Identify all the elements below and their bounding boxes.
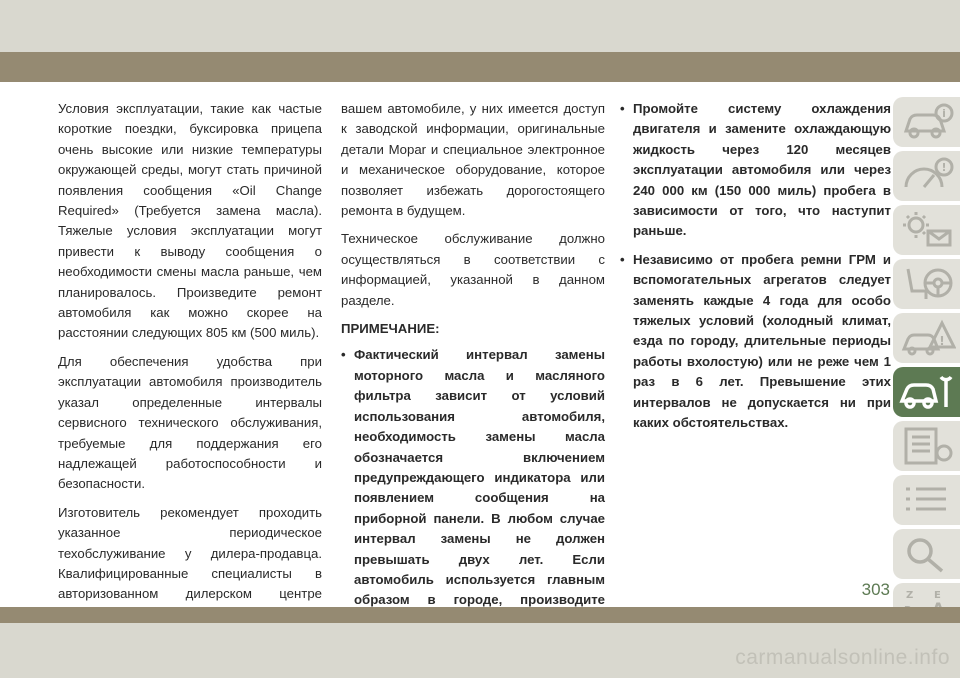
tab-weather[interactable] [893,205,960,255]
car-hazard-icon [898,317,956,359]
note-heading: ПРИМЕЧАНИЕ: [341,321,440,337]
svg-text:E: E [934,590,941,601]
tab-car-info[interactable] [893,97,960,147]
paragraph-service-intervals: Для обеспечения удобства при эксплуатации автомобиля производитель указал определенные интервалы сервисного технического обслуживания, требуемые для поддержания его надлежащей работоспособности и безопасности. [58,353,322,492]
section-tabs [893,97,960,637]
tab-dashboard[interactable] [893,151,960,201]
svg-text:i: i [942,107,946,120]
seat-steering-icon [898,263,956,305]
paragraph-maintenance-info: Техническое обслуживание должно осуществляться в соответствии с информацией, указанной в данном разделе. [341,231,605,308]
tab-safety[interactable] [893,313,960,363]
svg-text:!: ! [941,161,947,174]
tab-seats-controls[interactable] [893,259,960,309]
tab-specifications[interactable] [893,421,960,471]
footer-bar [0,607,960,623]
note-bullet-oil-interval: • Фактический интервал замены моторного масла и масляного фильтра зависит от условий использования автомобиля, необходимость замены масла обозначается включением предупреждающего индикатора или появлением сообщения на приборной панели. В любом случае интервал замены не должен превышать двух лет. Если автомобиль используется главным образом в городе, производите [341,345,605,651]
dashboard-warning-icon [898,155,956,197]
watermark: carmanualsonline.info [735,646,950,669]
svg-text:!: ! [939,334,945,348]
tab-contents[interactable] [893,475,960,525]
tab-search[interactable] [893,529,960,579]
tab-maintenance[interactable] [893,367,960,417]
svg-text:Z: Z [906,590,914,601]
bullet-timing-belt: • Независимо от пробега ремни ГРМ и вспомогательных агрегатов следует заменять каждые 4 года для особо тяжелых условий (холодный климат, езда по городу, длительные периоды работы вхолостую) или не реже чем 1 раз в 6 лет. Превышение этих интервалов не допускается ни при каких обстоятельствах. [620,250,891,434]
paragraph-oil-change: Условия эксплуатации, такие как частые короткие поездки, буксировка прицепа очень высокие или низкие температуры окружающей среды, могут стать причиной появления сообщения «Oil Change Required» (Требуется замена масла). Тяжелые условия эксплуатации могут привести к выводу сообщения о необходимости смены масла раньше, чем планировалось. Произведите ремонт автомобиля как можно скорее на расстоянии следующих 805 км (500 миль). [58,101,322,341]
weather-message-icon [898,209,956,251]
search-icon [898,533,956,575]
top-band [0,0,960,52]
bullet-coolant: • Промойте систему охлаждения двигателя и замените охлаждающую жидкость через 120 месяцев эксплуатации автомобиля или через 240 000 км (150 000 миль) пробега в зависимости от того, что наступит раньше. [620,99,891,242]
paragraph-dealer-continued: вашем автомобиле, у них имеется доступ к заводской информации, оригинальные детали Mopar и специальное электронное и механическое оборудование, которое позволяет избежать дорогостоящего ремонта в будущем. [341,101,605,219]
column-1 [58,99,322,633]
column-3 [620,99,891,442]
car-wrench-icon [898,371,956,413]
header-bar [0,52,960,82]
column-2 [341,99,605,660]
page-number: 303 [861,580,890,599]
specifications-list-icon [898,425,956,467]
paragraph-dealer-recommendation: Изготовитель рекомендует проходить указанное периодическое техобслуживание у дилера-продавца. Квалифицированные специалисты в авторизованном дилерском центре [58,504,322,602]
car-info-icon [898,101,956,143]
list-icon [898,479,956,521]
